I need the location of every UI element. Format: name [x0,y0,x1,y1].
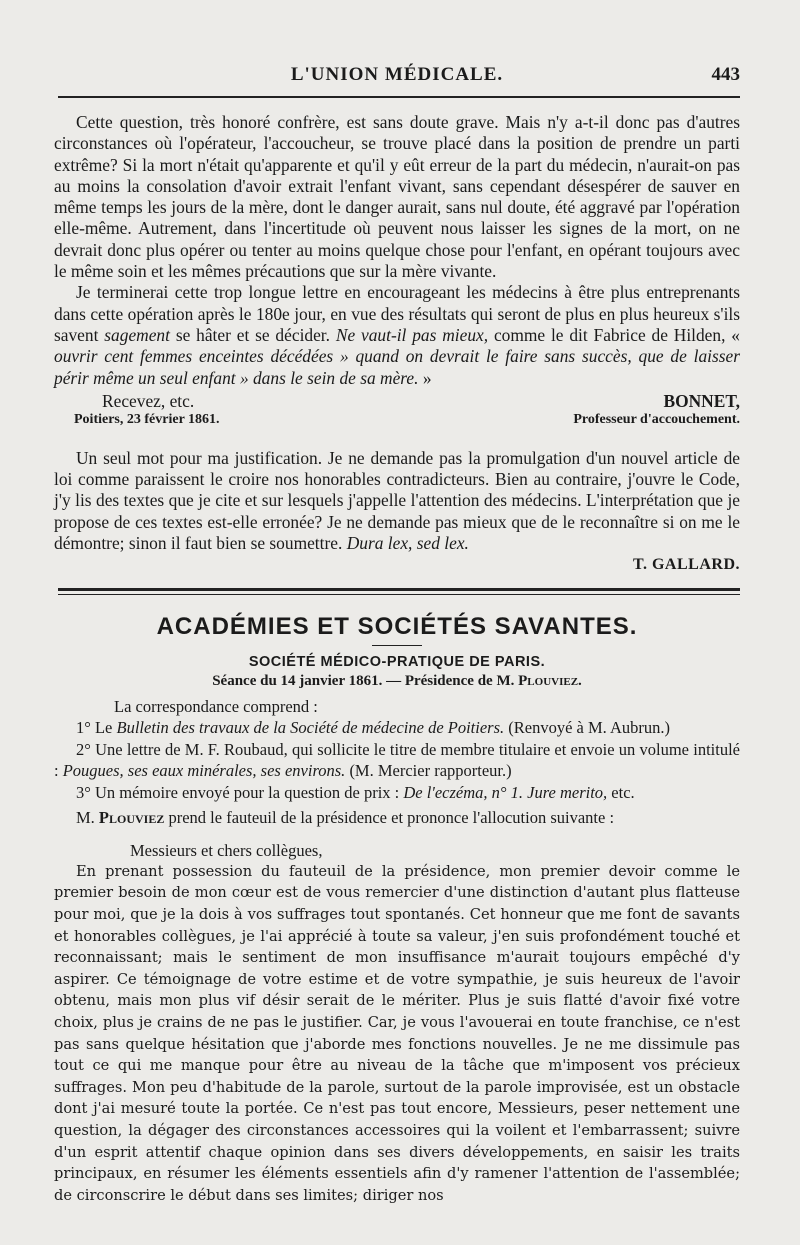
salutation: Messieurs et chers collègues, [130,840,323,860]
seance-line [54,673,740,690]
plouviez-name: Plouviez [98,808,165,828]
running-title: L'UNION MÉDICALE. [290,64,504,85]
plouviez-text-b: prend le fauteuil de la présidence et prononce l'allocution suivante : [168,808,615,828]
letter-sagement: sagement [104,324,170,345]
reply-paragraph [54,448,740,554]
correspondence-item-3 [54,782,740,804]
plouviez-line [54,807,740,829]
correspondence-heading: La correspondance comprend : [114,697,318,717]
item2-text-b: (M. Mercier rapporteur.) [349,761,512,781]
letter-paragraph-2-b: se hâter et se décider. [175,324,330,345]
place-date: Poitiers, 23 février 1861. [74,411,220,427]
item1-text-b: (Renvoyé à M. Aubrun.) [508,718,671,738]
closing-row [54,391,740,412]
item3-italic: De l'eczéma, n° 1. Jure merito, [403,782,608,802]
speech [54,861,740,1207]
letter-paragraph-2-a: Je terminerai cette trop longue lettre en encourageant les médecins à être plus entreprenants dans cette opération après le 180e jour, en vue des résultats qui seront de plus en plus heureux s'ils savent [54,282,740,345]
reply [54,448,740,574]
society-title: SOCIÉTÉ MÉDICO-PRATIQUE DE PARIS. [248,654,546,671]
correspondence-item-1 [54,717,740,739]
section-title: ACADÉMIES ET SOCIÉTÉS SAVANTES. [156,613,638,641]
header-rule [58,96,740,98]
plouviez-text-a: M. [76,808,95,828]
seance-text: Séance du 14 janvier 1861. — Présidence de M. [212,673,515,690]
item3-text-b: etc. [611,782,635,802]
item3-text-a: 3° Un mémoire envoyé pour la question de prix : [76,782,400,802]
item1-text-a: 1° Le [76,718,113,738]
section-divider [58,588,740,595]
signer-title: Professeur d'accouchement. [573,411,740,427]
page-number: 443 [711,64,740,85]
letter [54,112,740,428]
letter-quote-a: Ne vaut-il pas mieux, [335,324,489,345]
letter-paragraph-1: Cette question, très honoré confrère, est sans doute grave. Mais n'y a-t-il donc pas d'autres circonstances où l'opérateur, l'accoucheur, se trouve placé dans la position de prendre un parti extrême? Si la mort n'était qu'apparente et qu'il y eût erreur de la part du médecin, n'aurait-on pas au moins la consolation d'avoir extrait l'enfant vivant, sans cependant désespérer de sauver en même temps les jours de la mère, dont le danger aurait, sans nul doute, été aggravé par l'opération elle-même. Autrement, dans l'incertitude où peuvent nous laisser les signes de la mort, on ne devrait donc plus opérer ou tenter au moins quelque chose pour l'enfant, en opérant toujours avec le même soin et les mêmes précautions que sur la mère vivante. [54,112,740,282]
item1-italic: Bulletin des travaux de la Société de médecine de Poitiers. [116,718,505,738]
item2-text-a: 2° Une lettre de M. F. Roubaud, qui sollicite le titre de membre titulaire et envoie un volume intitulé : [54,739,740,781]
letter-paragraph-2-end: » [422,367,432,388]
seance-president: Plouviez. [518,673,582,690]
short-rule [372,645,422,646]
letter-paragraph-2 [54,282,740,388]
correspondence-item-2 [54,739,740,782]
reply-text: Un seul mot pour ma justification. Je ne demande pas la promulgation d'un nouvel article de loi comme paraissent le croire nos honorables contradicteurs. Bien au contraire, j'ouvre le Code, j'y lis des textes que je cite et sur lesquels j'appelle l'attention des médecins. L'interprétation que je propose de ces textes est-elle erronée? Je ne demande pas mieux que de le reconnaître si on me le démontre; sinon il faut bien se soumettre. [54,447,740,554]
reply-signature: T. GALLARD. [633,556,740,574]
letter-paragraph-2-c: comme le dit Fabrice de Hilden, « [493,324,740,345]
reply-latin: Dura lex, sed lex. [346,533,469,554]
speech-paragraph: En prenant possession du fauteuil de la présidence, mon premier devoir comme le premier besoin de mon cœur est de vous remercier d'une distinction d'autant plus flatteuse pour moi, que je la dois à vos suffrages tout spontanés. Cet honneur que me font de savants et honorables collègues, je l'ai apprécié à toute sa valeur, j'en suis profondément touché et reconnaissant; mais le sentiment de mon insuffisance m'aurait toujours empêché d'y aspirer. Ce témoignage de votre estime et de votre sympathie, je suis heureux de l'avoir obtenu, mais mon plus vif désir serait de le mériter. Plus je suis flatté d'avoir fixé votre choix, plus je crains de ne pas le justifier. Car, je vous l'avouerai en toute franchise, ce n'est pas sans quelque hésitation que j'aborde mes fonctions nouvelles. Je ne me dissimule pas tout ce qui me manque pour être au niveau de la tâche que m'imposent vos précieux suffrages. Mon peu d'habitude de la parole, surtout de la parole improvisée, est un obstacle dont j'ai mesuré toute la portée. Ce n'est pas tout encore, Messieurs, peser nettement une question, la dégager des circonstances accessoires qui la voilent et l'embarrassent; suivre d'un esprit attentif chaque opinion dans ses divers développements, en saisir les traits principaux, en résumer les éléments essentiels afin d'y ramener l'attention de l'assemblée; de circonscrire le début dans ses limites; diriger nos [54,862,740,1204]
closing: Recevez, etc. [102,390,195,411]
signature-row [54,412,740,428]
page-header [54,0,740,98]
signer-name: BONNET, [663,390,740,411]
letter-quote-b: ouvrir cent femmes enceintes décédées » quand on devrait le faire sans succès, que de laisser périr même un seul enfant » dans le sein de sa mère. [54,346,740,388]
item2-italic: Pougues, ses eaux minérales, ses environs. [62,761,346,781]
